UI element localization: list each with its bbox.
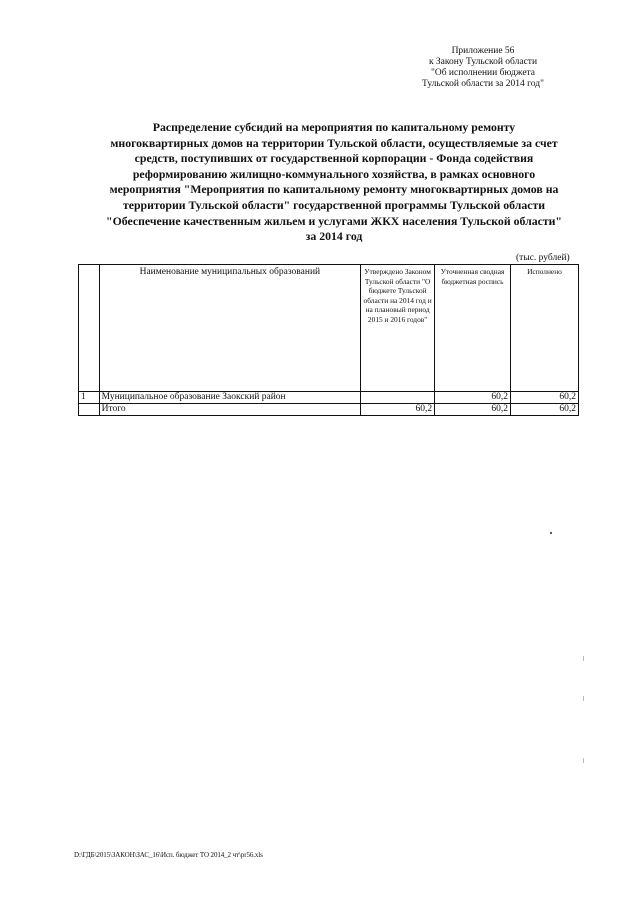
table-row	[79, 392, 579, 404]
row-name: Муниципальное образование Заокский район	[99, 392, 361, 404]
title-line-4: реформированию жилищно-коммунального хозяйства, в рамках основного	[132, 166, 536, 181]
annex-block	[422, 46, 544, 90]
header-approved: Утверждено Законом Тульской области "О бюджете Тульской области на 2014 год и на плановый период 2015 и 2016 годов"	[361, 265, 435, 392]
title-line-3: средств, поступивших от государственной корпорации - Фонда содействия	[134, 151, 534, 166]
document-title	[84, 120, 584, 245]
annex-line-2: к Закону Тульской области	[428, 57, 538, 67]
file-path-footer: D:\ГДБ\2015\ЗАКОН\ЗАС_16\Исп. бюджет ТО 2014_2 чт\pr56.xls	[74, 851, 263, 859]
title-line-5: мероприятия "Мероприятия по капитальному ремонту многоквартирных домов на	[109, 182, 559, 197]
total-executed: 60,2	[510, 404, 578, 416]
table-header-row	[79, 265, 579, 392]
scan-mark	[583, 696, 584, 701]
scan-mark	[583, 758, 584, 763]
annex-line-3: "Об исполнении бюджета	[430, 68, 536, 78]
row-num: 1	[79, 392, 100, 404]
title-line-1: Распределение субсидий на мероприятия по капитальному ремонту	[152, 120, 516, 134]
title-line-6: территории Тульской области" государственной программы Тульской области	[122, 197, 546, 212]
total-approved: 60,2	[361, 404, 435, 416]
total-refined: 60,2	[435, 404, 511, 416]
subsidy-table	[78, 264, 579, 416]
annex-line-4: Тульской области за 2014 год"	[422, 79, 544, 89]
annex-line-1: Приложение 56	[451, 46, 515, 56]
total-num	[79, 404, 100, 416]
header-executed: Исполнено	[510, 265, 578, 392]
title-line-8: за 2014 год	[305, 229, 363, 244]
units-label: (тыс. рублей)	[516, 253, 570, 263]
title-line-7: "Обеспечение качественным жильем и услугами ЖКХ населения Тульской области"	[106, 213, 562, 228]
title-line-2: многоквартирных домов на территории Тульской области, осуществляемые за счет	[110, 135, 558, 150]
row-executed: 60,2	[510, 392, 578, 404]
header-refined: Уточненная сводная бюджетная роспись	[435, 265, 511, 392]
row-approved	[361, 392, 435, 404]
table-total-row	[79, 404, 579, 416]
scan-dot	[550, 532, 552, 534]
header-num	[79, 265, 100, 392]
header-name: Наименование муниципальных образований	[99, 265, 361, 392]
total-label: Итого	[99, 404, 361, 416]
scan-mark	[583, 656, 584, 661]
row-refined: 60,2	[435, 392, 511, 404]
